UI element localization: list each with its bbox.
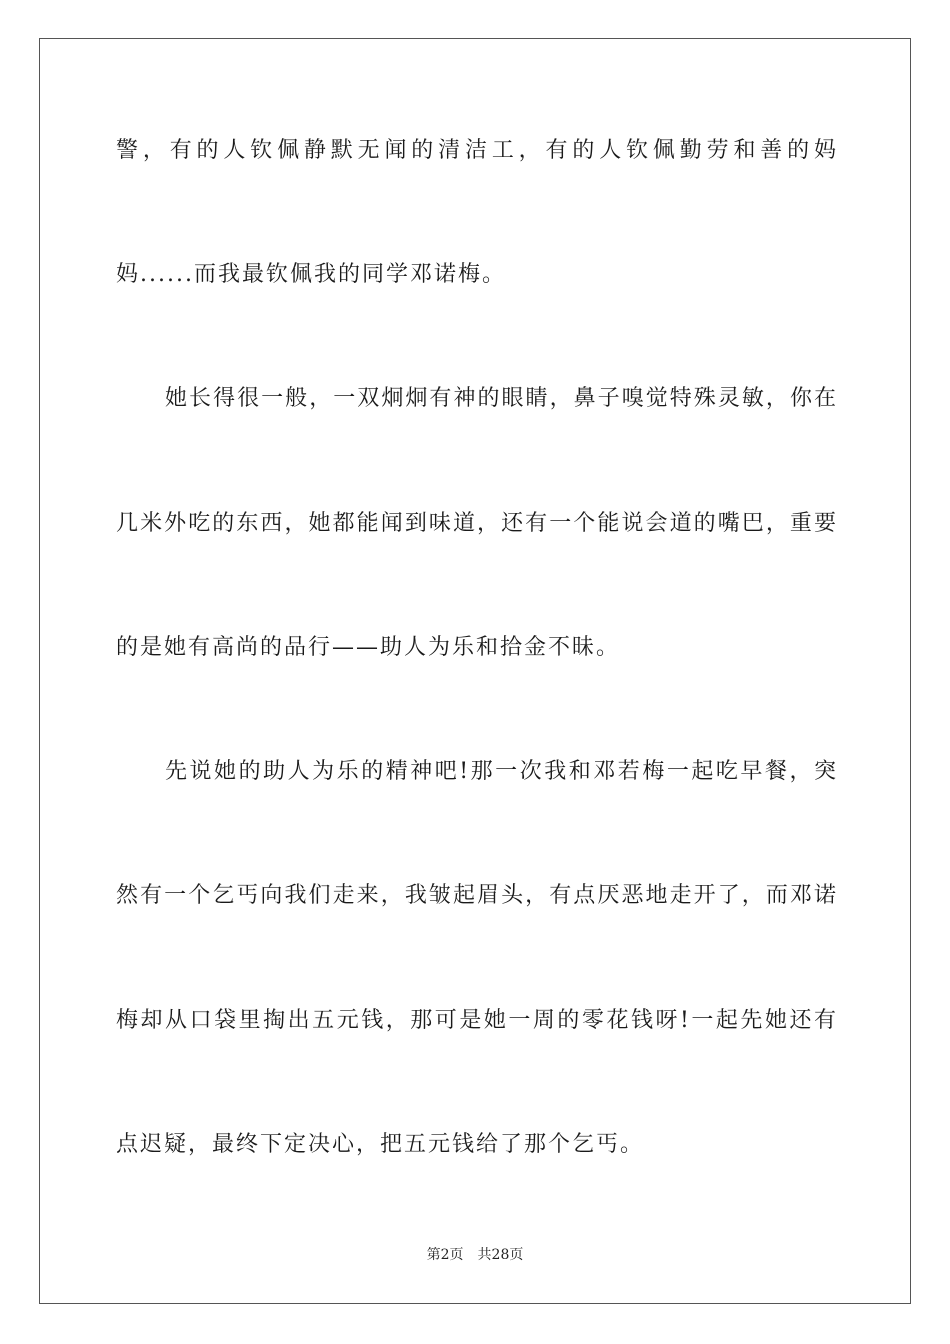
- text-line-6: 先说她的助人为乐的精神吧!那一次我和邓若梅一起吃早餐，突: [165, 759, 836, 784]
- text-line-3: 她长得很一般，一双炯炯有神的眼睛，鼻子嗅觉特殊灵敏，你在: [165, 386, 836, 411]
- page-number: 第2页: [426, 1247, 464, 1263]
- page-total: 共28页: [477, 1247, 524, 1263]
- page-border: [39, 38, 911, 1304]
- text-line-1: 警，有的人钦佩静默无闻的清洁工，有的人钦佩勤劳和善的妈: [116, 138, 836, 163]
- page-footer: [0, 1246, 950, 1264]
- text-line-2: 妈......而我最钦佩我的同学邓诺梅。: [116, 262, 506, 287]
- text-line-9: 点迟疑，最终下定决心，把五元钱给了那个乞丐。: [116, 1132, 645, 1157]
- text-line-7: 然有一个乞丐向我们走来，我皱起眉头，有点厌恶地走开了，而邓诺: [116, 883, 836, 908]
- text-line-8: 梅却从口袋里掏出五元钱，那可是她一周的零花钱呀!一起先她还有: [116, 1008, 836, 1033]
- text-line-5: 的是她有高尚的品行——助人为乐和拾金不昧。: [116, 635, 621, 660]
- text-line-4: 几米外吃的东西，她都能闻到味道，还有一个能说会道的嘴巴，重要: [116, 511, 836, 536]
